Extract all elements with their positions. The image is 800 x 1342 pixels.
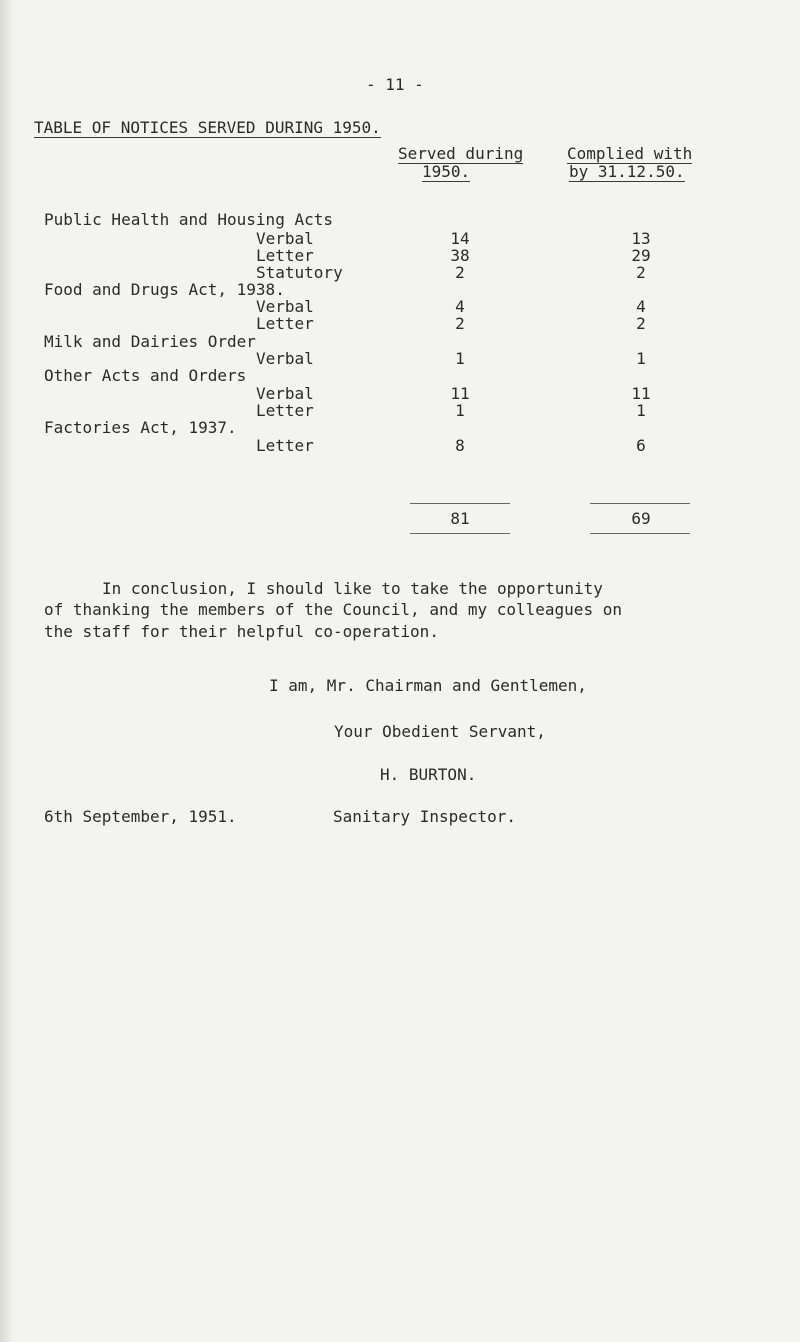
conclusion-line-3: the staff for their helpful co-operation.: [44, 622, 439, 641]
table-row-label: Letter: [256, 436, 314, 455]
table-section-heading: Public Health and Housing Acts: [44, 210, 333, 229]
served-count: 38: [450, 246, 470, 265]
complied-count: 1: [636, 349, 646, 368]
complied-count: 29: [631, 246, 651, 265]
page-edge-shadow: [0, 0, 14, 1342]
total-rule-top-complied: [590, 503, 690, 504]
col-complied-heading-2: by 31.12.50.: [569, 162, 685, 181]
table-section-heading: Other Acts and Orders: [44, 366, 247, 385]
complied-count: 11: [631, 384, 651, 403]
table-section-heading: Factories Act, 1937.: [44, 418, 237, 437]
valediction: Your Obedient Servant,: [334, 722, 546, 741]
complied-count: 13: [631, 229, 651, 248]
served-count: 2: [455, 314, 465, 333]
col-served-heading-1: Served during: [398, 144, 524, 163]
served-count: 8: [455, 436, 465, 455]
table-row-label: Letter: [256, 314, 314, 333]
col-complied-heading-1: Complied with: [567, 144, 693, 163]
table-title: TABLE OF NOTICES SERVED DURING 1950.: [34, 118, 381, 137]
conclusion-line-1: In conclusion, I should like to take the opportunity: [102, 579, 603, 598]
col-served-heading-2: 1950.: [422, 162, 471, 181]
total-complied: 69: [631, 509, 651, 528]
total-rule-bottom-complied: [590, 533, 690, 534]
complied-count: 4: [636, 297, 646, 316]
table-section-heading: Food and Drugs Act, 1938.: [44, 280, 285, 299]
complied-count: 2: [636, 314, 646, 333]
conclusion-line-2: of thanking the members of the Council, and my colleagues on: [44, 600, 622, 619]
served-count: 2: [455, 263, 465, 282]
total-rule-top-served: [410, 503, 510, 504]
table-row-label: Letter: [256, 401, 314, 420]
table-row-label: Verbal: [256, 297, 314, 316]
date: 6th September, 1951.: [44, 807, 237, 826]
total-served: 81: [450, 509, 470, 528]
salutation: I am, Mr. Chairman and Gentlemen,: [269, 676, 587, 695]
total-rule-bottom-served: [410, 533, 510, 534]
served-count: 1: [455, 401, 465, 420]
table-row-label: Verbal: [256, 349, 314, 368]
complied-count: 2: [636, 263, 646, 282]
complied-count: 6: [636, 436, 646, 455]
table-row-label: Statutory: [256, 263, 343, 282]
table-row-label: Letter: [256, 246, 314, 265]
signature: H. BURTON.: [380, 765, 477, 784]
table-section-heading: Milk and Dairies Order: [44, 332, 256, 351]
served-count: 14: [450, 229, 470, 248]
complied-count: 1: [636, 401, 646, 420]
table-row-label: Verbal: [256, 384, 314, 403]
served-count: 1: [455, 349, 465, 368]
signatory-title: Sanitary Inspector.: [333, 807, 517, 826]
served-count: 4: [455, 297, 465, 316]
page-number: - 11 -: [366, 75, 424, 94]
served-count: 11: [450, 384, 470, 403]
table-row-label: Verbal: [256, 229, 314, 248]
